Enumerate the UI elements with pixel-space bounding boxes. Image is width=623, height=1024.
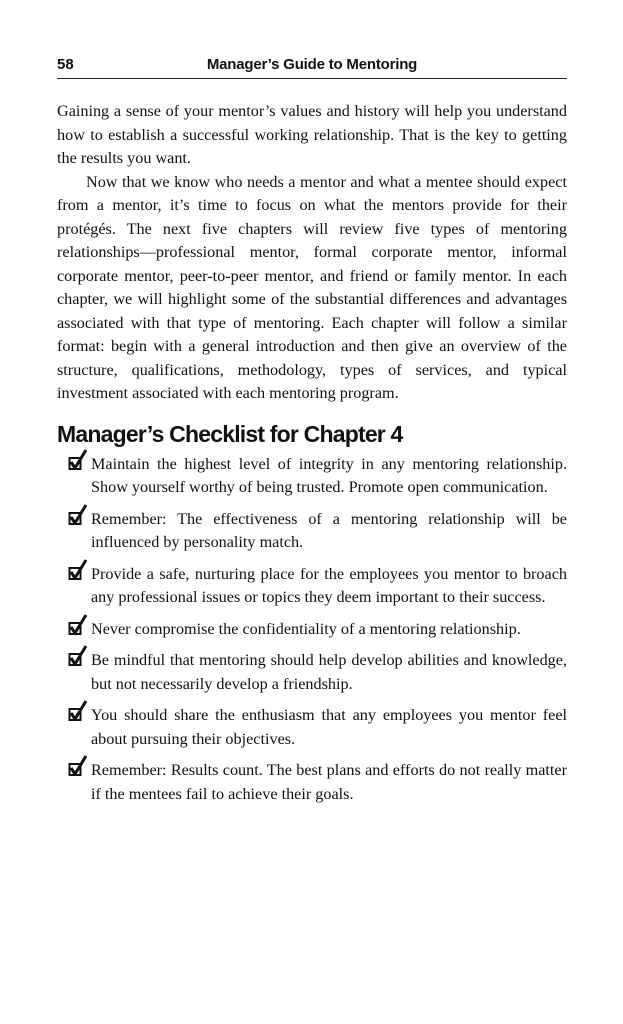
checklist-item-text: Remember: Results count. The best plans and efforts do not really matter if the mentees fail to achieve their goals.: [91, 761, 567, 803]
checklist-item-text: Never compromise the confidentiality of a mentoring relationship.: [91, 619, 521, 638]
running-header: [57, 54, 567, 79]
checklist-item-text: You should share the enthusiasm that any employees you mentor feel about pursuing their objectives.: [91, 706, 567, 748]
checkbox-checked-icon: [68, 645, 88, 669]
checkbox-checked-icon: [68, 504, 88, 528]
checklist-item: [57, 453, 567, 500]
checklist-item: [57, 704, 567, 751]
checklist-item: [57, 759, 567, 806]
paragraph: Now that we know who needs a mentor and what a mentee should expect from a mentor, it’s time to focus on what the mentors provide for their protégés. The next five chapters will review five types of mentoring relationships—professional mentor, formal corporate mentor, informal corporate mentor, peer-to-peer mentor, and friend or family mentor. In each chapter, we will highlight some of the substantial differences and advantages associated with that type of mentoring. Each chapter will follow a similar format: begin with a general introduction and then give an overview of the structure, qualifications, methodology, types of services, and typical investment associated with each mentoring program.: [57, 172, 567, 402]
book-title: Manager’s Guide to Mentoring: [206, 56, 418, 73]
checkbox-checked-icon: [68, 559, 88, 583]
checkbox-checked-icon: [68, 755, 88, 779]
checkbox-checked-icon: [68, 449, 88, 473]
checklist-item: [57, 563, 567, 610]
page-body: [57, 100, 567, 814]
page-number: 58: [57, 56, 74, 73]
checklist-item-text: Be mindful that mentoring should help develop abilities and knowledge, but not necessarily develop a friendship.: [91, 651, 567, 693]
checklist-item-text: Remember: The effectiveness of a mentoring relationship will be influenced by personality match.: [91, 509, 567, 551]
checklist: [57, 453, 567, 807]
checklist-item: [57, 649, 567, 696]
checkbox-checked-icon: [68, 614, 88, 638]
checkbox-checked-icon: [68, 700, 88, 724]
checklist-heading: Manager’s Checklist for Chapter 4: [57, 420, 403, 447]
checklist-item-text: Maintain the highest level of integrity in any mentoring relationship. Show yourself worthy of being trusted. Promote open communication.: [91, 454, 567, 496]
checklist-item: [57, 618, 567, 642]
paragraph: Gaining a sense of your mentor’s values and history will help you understand how to establish a successful working relationship. That is the key to getting the results you want.: [57, 102, 567, 167]
checklist-item: [57, 508, 567, 555]
checklist-item-text: Provide a safe, nurturing place for the employees you mentor to broach any professional issues or topics they deem important to their success.: [91, 564, 567, 606]
